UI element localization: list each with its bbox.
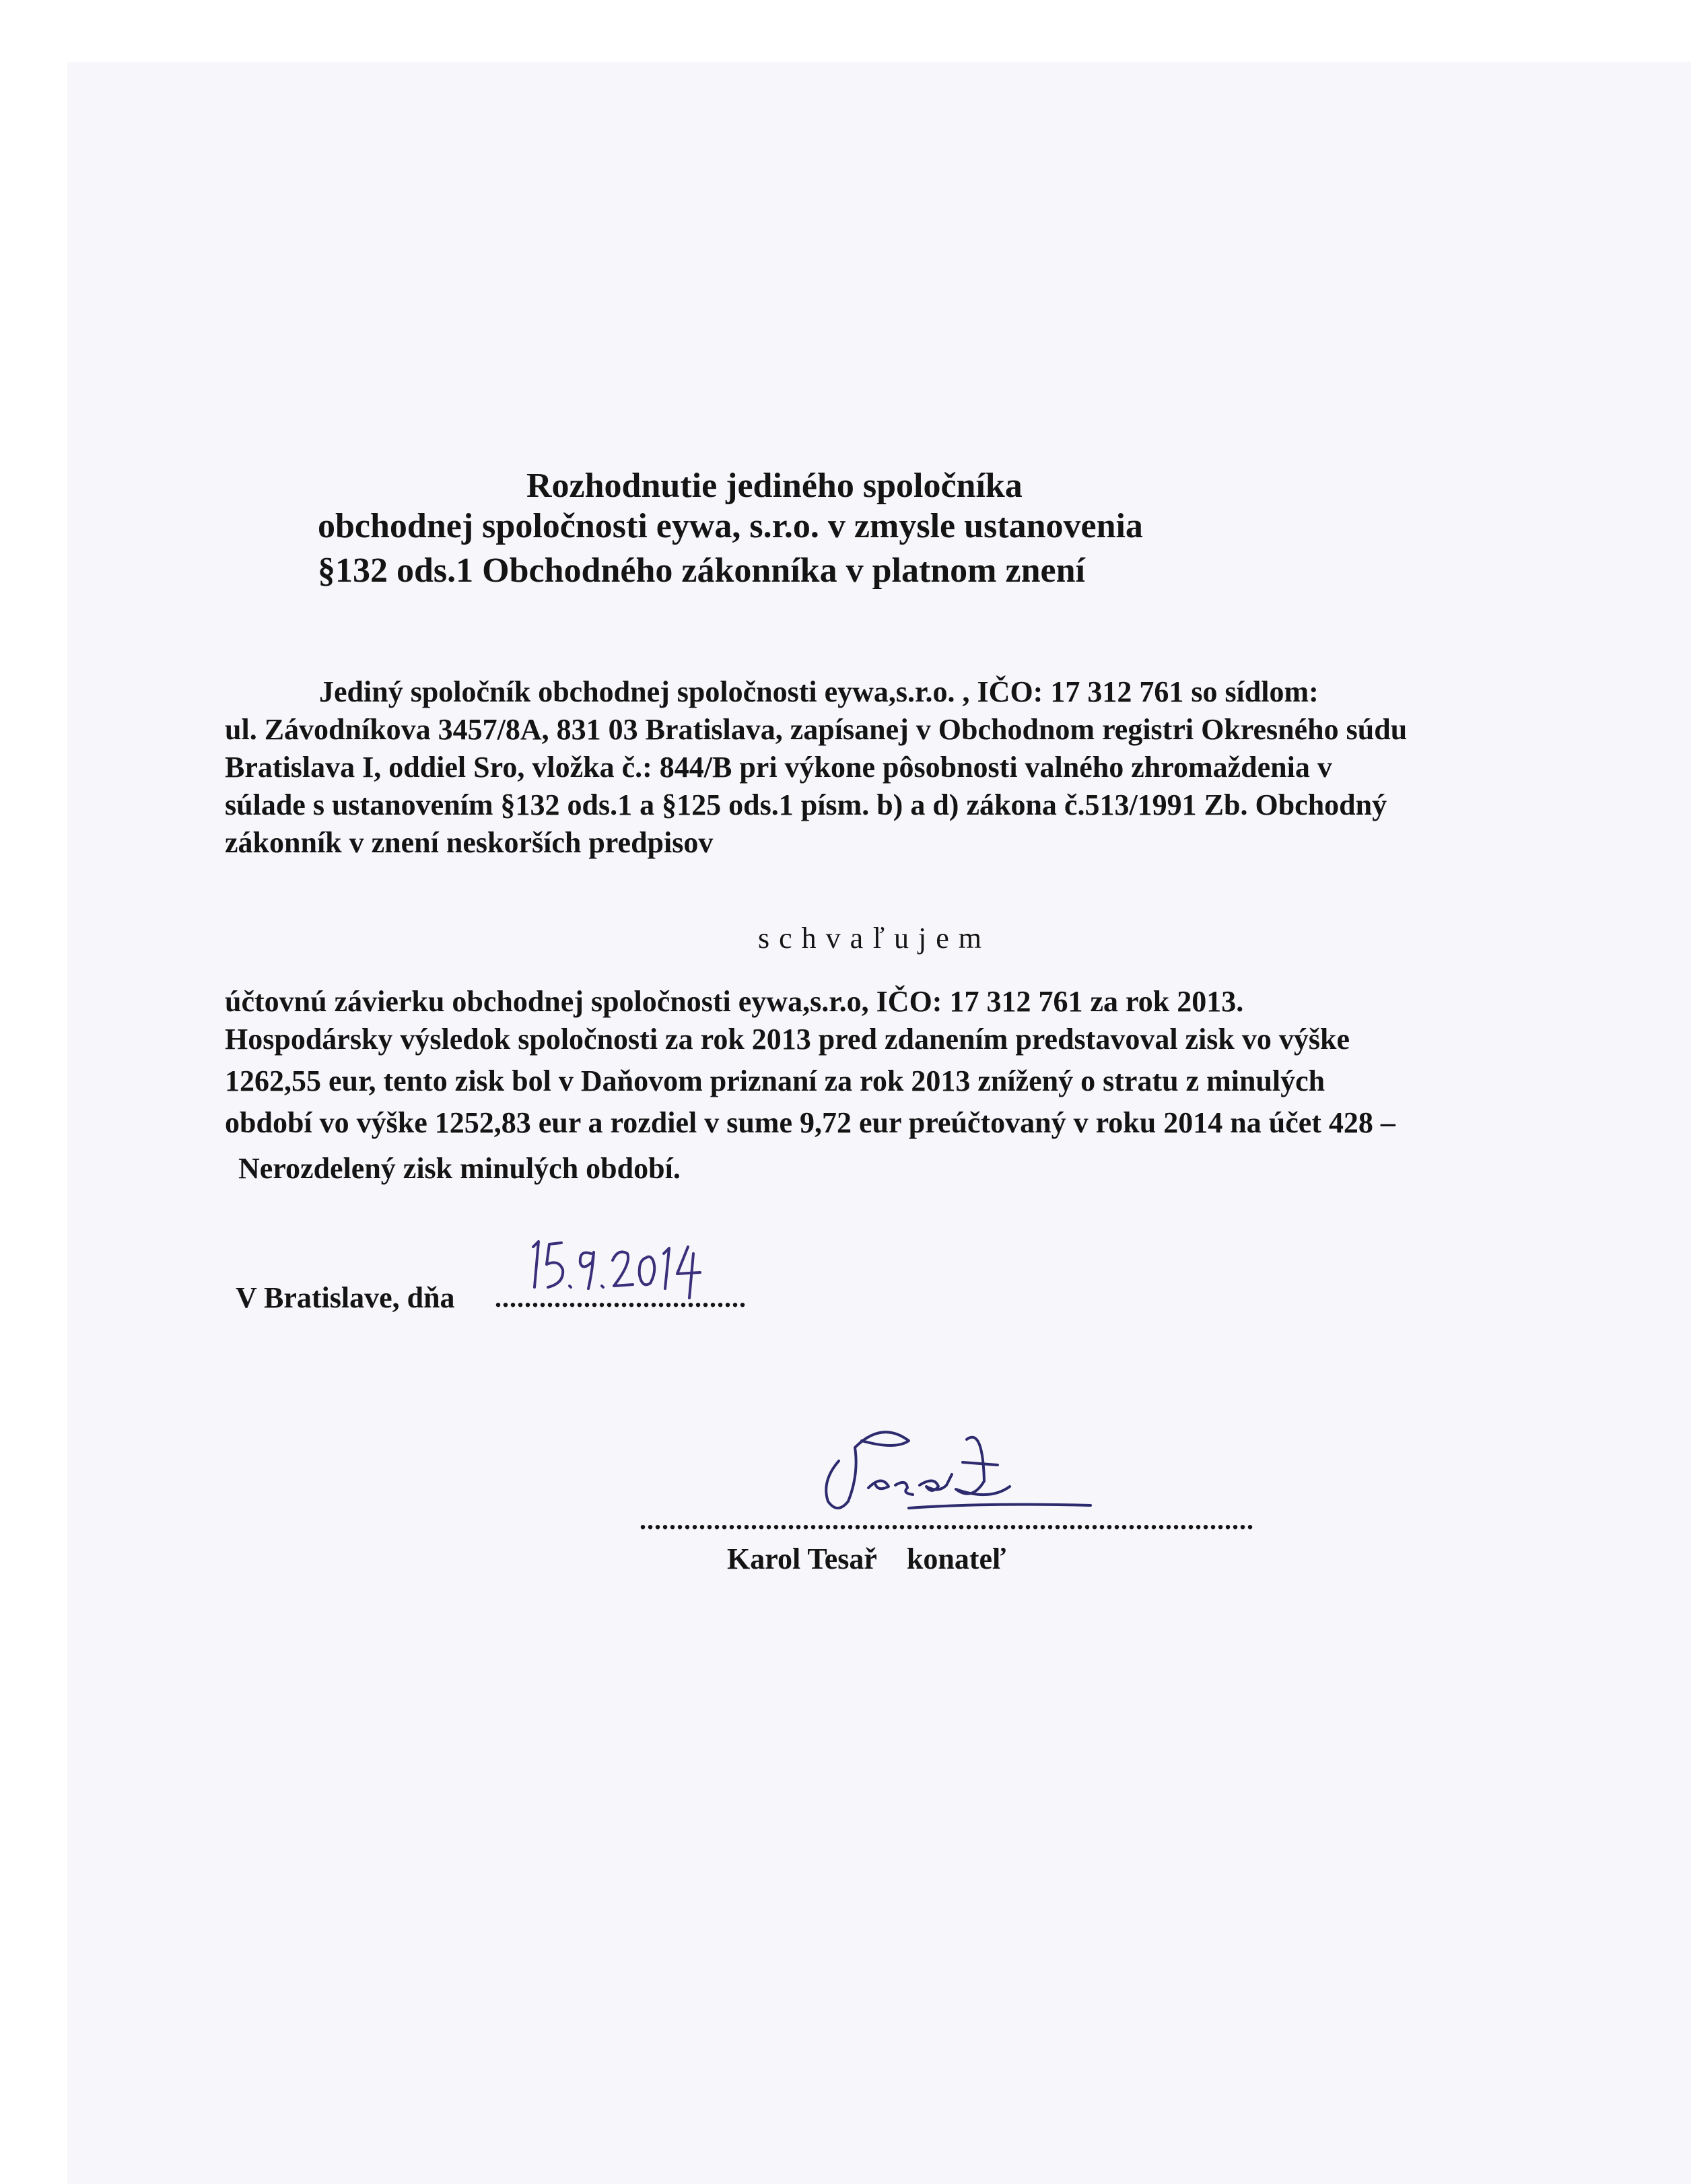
resolution-line-4: období vo výške 1252,83 eur a rozdiel v sume 9,72 eur preúčtovaný v roku 2014 na účet 428 – bbox=[225, 1106, 1395, 1139]
title-line-3: §132 ods.1 Obchodného zákonníka v platnom znení bbox=[318, 551, 1085, 590]
resolution-line-2: Hospodársky výsledok spoločnosti za rok 2013 pred zdanením predstavoval zisk vo výške bbox=[225, 1023, 1350, 1056]
resolution-line-5: Nerozdelený zisk minulých období. bbox=[238, 1152, 681, 1185]
intro-line-3: Bratislava I, oddiel Sro, vložka č.: 844/B pri výkone pôsobnosti valného zhromaždenia v bbox=[225, 751, 1332, 784]
resolution-line-1: účtovnú závierku obchodnej spoločnosti eywa,s.r.o, IČO: 17 312 761 za rok 2013. bbox=[225, 985, 1244, 1018]
approve-heading: schvaľujem bbox=[758, 922, 992, 955]
signer-role: konateľ bbox=[906, 1542, 1006, 1575]
intro-line-1: Jediný spoločník obchodnej spoločnosti eywa,s.r.o. , IČO: 17 312 761 so sídlom: bbox=[319, 675, 1319, 708]
resolution-line-3: 1262,55 eur, tento zisk bol v Daňovom priznaní za rok 2013 znížený o stratu z minulých bbox=[225, 1064, 1325, 1097]
date-line: .................................. bbox=[495, 1283, 747, 1313]
signer-name: Karol Tesař bbox=[727, 1542, 877, 1575]
intro-line-4: súlade s ustanovením §132 ods.1 a §125 ods.1 písm. b) a d) zákona č.513/1991 Zb. Obchodný bbox=[225, 788, 1387, 821]
title-line-2: obchodnej spoločnosti eywa, s.r.o. v zmysle ustanovenia bbox=[318, 507, 1143, 545]
intro-line-2: ul. Závodníkova 3457/8A, 831 03 Bratislava, zapísanej v Obchodnom registri Okresného súdu bbox=[225, 713, 1408, 746]
signature-line: ................................................................................... bbox=[640, 1505, 1254, 1535]
handwritten-date bbox=[526, 1233, 708, 1301]
intro-line-5: zákonník v znení neskorších predpisov bbox=[225, 826, 714, 859]
title-line-1: Rozhodnutie jediného spoločníka bbox=[526, 467, 1023, 505]
signer-block bbox=[727, 1542, 1006, 1576]
place-label: V Bratislave, dňa bbox=[236, 1281, 455, 1314]
